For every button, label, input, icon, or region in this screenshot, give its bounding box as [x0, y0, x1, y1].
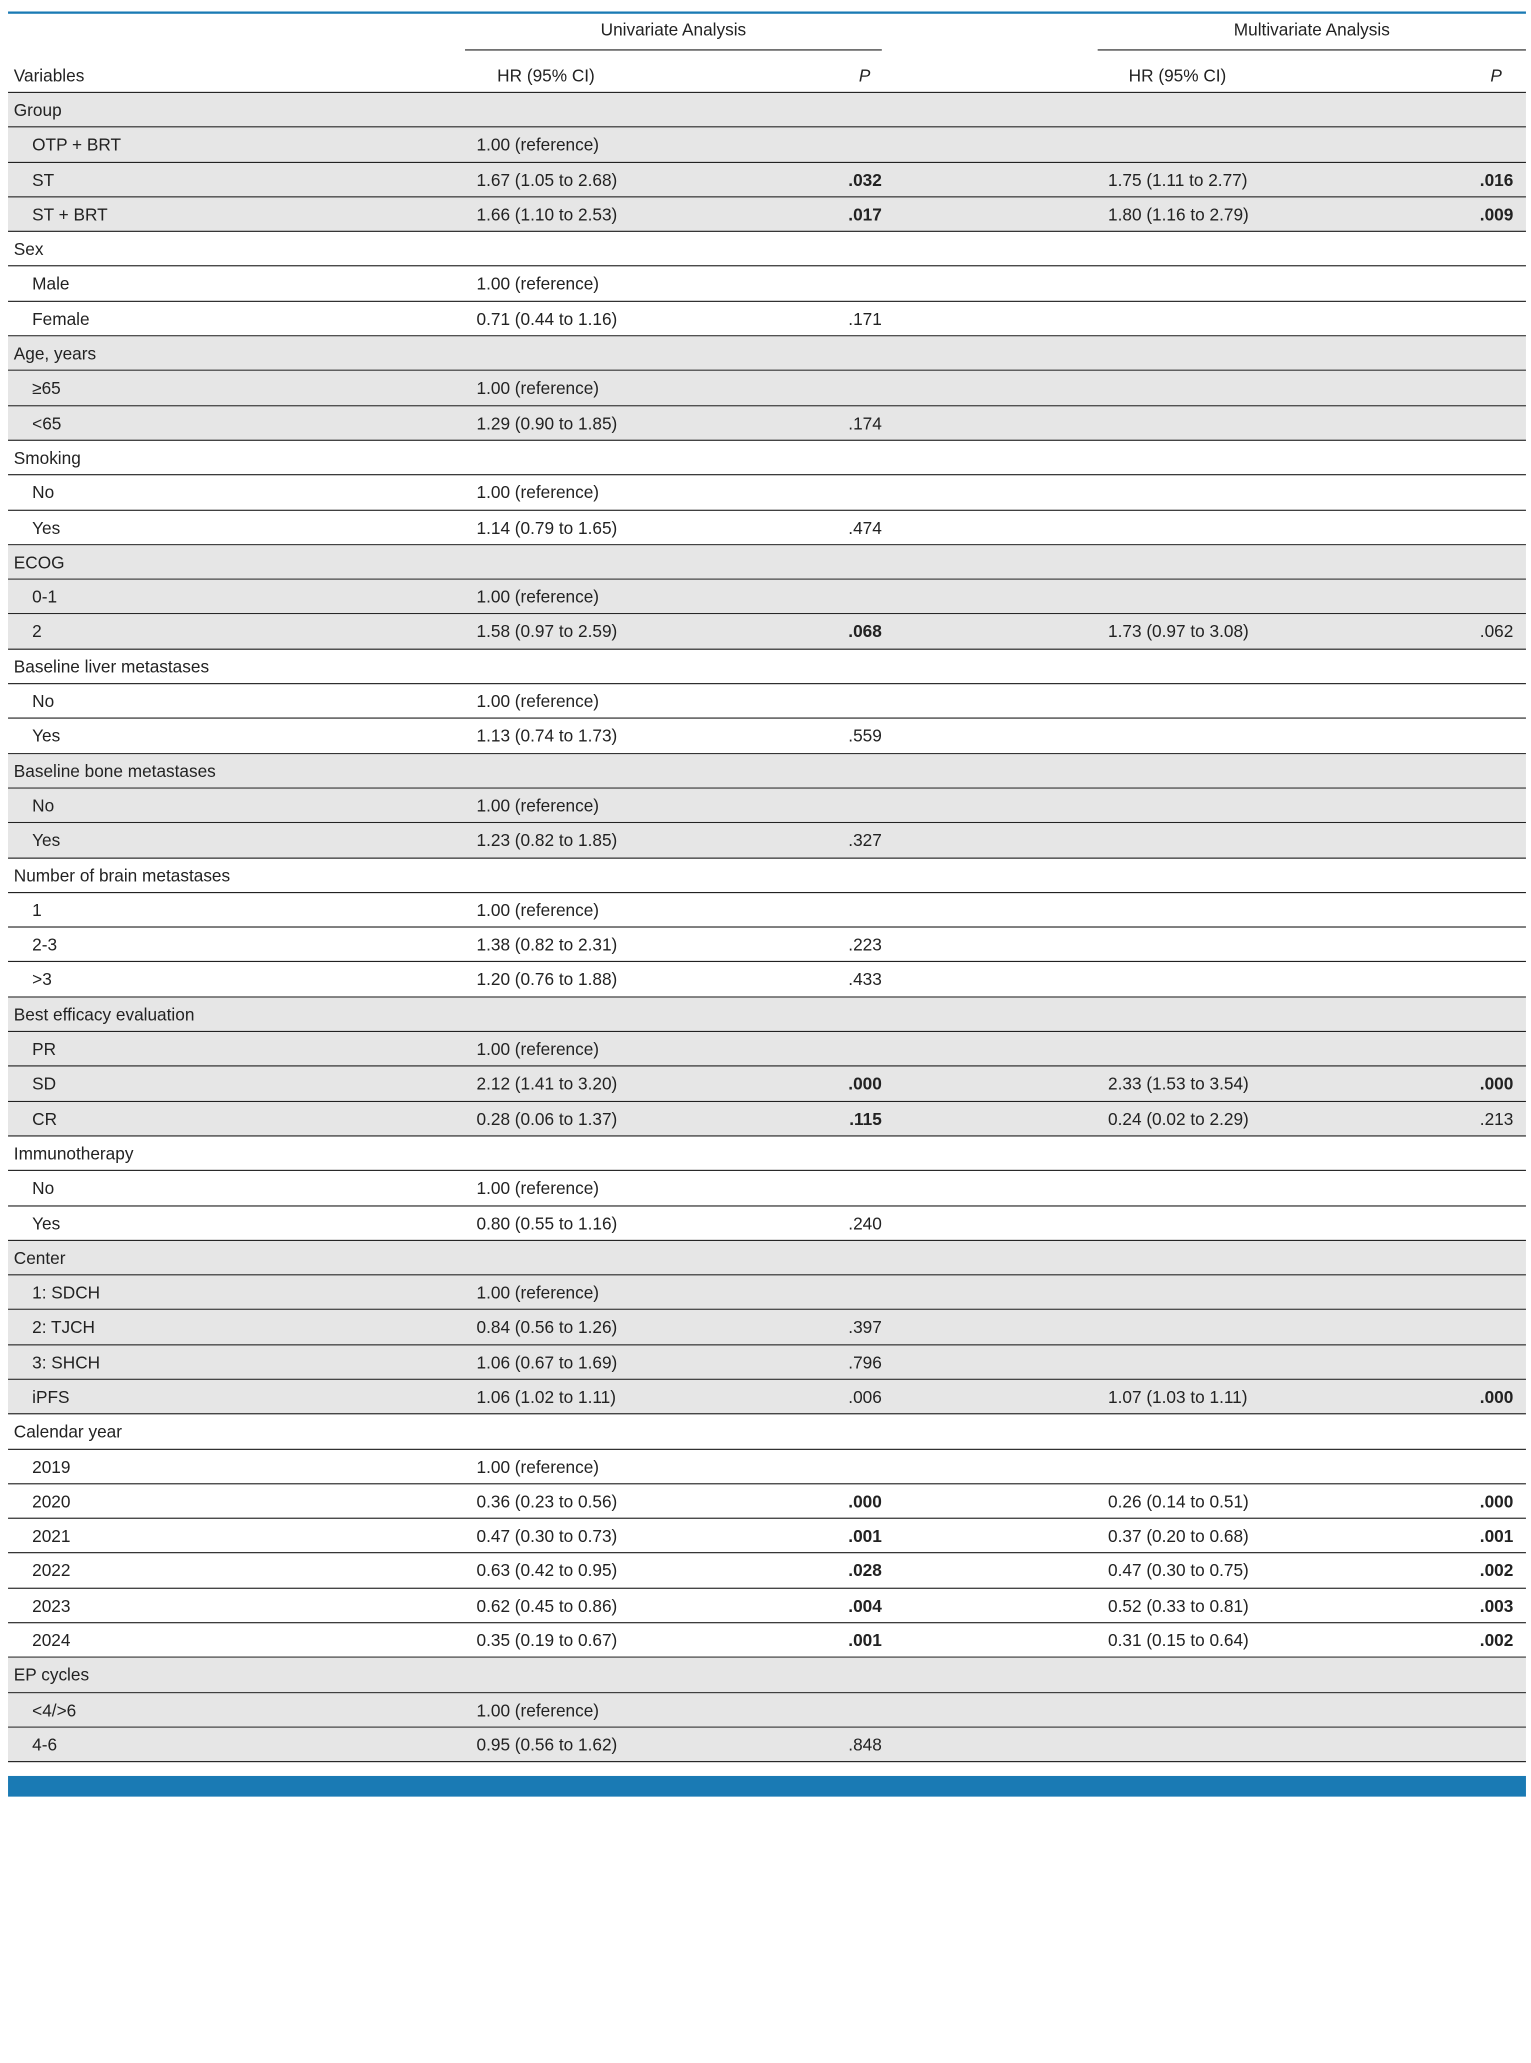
table-row: [8, 1102, 1526, 1137]
row-variable-cell: Group: [13, 101, 62, 121]
univariate-p-cell: .559: [848, 727, 882, 747]
table-row: [8, 1693, 1526, 1728]
table-row: [8, 406, 1526, 441]
row-variable-cell: >3: [32, 970, 52, 991]
univariate-hr-cell: 0.36 (0.23 to 0.56): [476, 1492, 618, 1512]
table-group-row: [8, 1241, 1526, 1276]
univariate-hr-cell: 1.67 (1.05 to 2.68): [476, 170, 618, 191]
univariate-p-cell: .223: [848, 935, 882, 956]
row-variable-cell: OTP + BRT: [32, 135, 122, 156]
row-variable-cell: ≥65: [32, 379, 61, 399]
table-row: [8, 1067, 1526, 1102]
multivariate-group-rule: [1098, 49, 1526, 50]
row-variable-cell: 2022: [32, 1561, 71, 1582]
table-row: [8, 893, 1526, 928]
univariate-p-cell: .240: [848, 1214, 882, 1234]
univariate-p-cell: .848: [848, 1735, 882, 1756]
row-variable-cell: 3: SHCH: [32, 1353, 101, 1373]
table-group-row: [8, 649, 1526, 684]
row-variable-cell: Immunotherapy: [13, 1144, 134, 1164]
univariate-p-cell: .171: [848, 309, 882, 330]
row-variable-cell: Yes: [32, 1214, 61, 1234]
univariate-hr-cell: 0.80 (0.55 to 1.16): [476, 1214, 618, 1234]
row-variable-cell: No: [32, 1179, 55, 1199]
table-row: [8, 1623, 1526, 1658]
multivariate-p-cell: .213: [1479, 1109, 1514, 1130]
univariate-hr-cell: 1.00 (reference): [476, 274, 600, 295]
table-row: [8, 1276, 1526, 1311]
univariate-hr-cell: 1.13 (0.74 to 1.73): [476, 727, 618, 747]
univariate-hr-cell: 0.28 (0.06 to 1.37): [476, 1109, 618, 1130]
univariate-hr-cell: 1.00 (reference): [476, 1283, 600, 1304]
row-variable-cell: 2020: [32, 1492, 71, 1512]
table-row: [8, 302, 1526, 337]
row-variable-cell: Yes: [32, 518, 61, 538]
multivariate-hr-cell: 1.07 (1.03 to 1.11): [1108, 1387, 1248, 1408]
table-group-row: [8, 93, 1526, 128]
row-variable-cell: Male: [32, 274, 70, 295]
multivariate-p-cell: .000: [1479, 1492, 1514, 1512]
univariate-p-cell: .006: [848, 1387, 882, 1408]
table-group-row: [8, 545, 1526, 580]
table-row: [8, 928, 1526, 963]
row-variable-cell: Yes: [32, 727, 61, 747]
row-variable-cell: 4-6: [32, 1735, 58, 1756]
table-row: [8, 1554, 1526, 1589]
multivariate-p-cell: .003: [1479, 1596, 1514, 1617]
table-group-row: [8, 336, 1526, 371]
table-row: [8, 128, 1526, 163]
univariate-hr-cell: 1.29 (0.90 to 1.85): [476, 414, 618, 434]
table-row: [8, 197, 1526, 232]
univariate-hr-cell: 0.63 (0.42 to 0.95): [476, 1561, 618, 1582]
univariate-hr-cell: 1.00 (reference): [476, 1700, 600, 1721]
multivariate-p-cell: .000: [1479, 1074, 1514, 1095]
table-row: [8, 1449, 1526, 1484]
univariate-hr-cell: 1.06 (1.02 to 1.11): [476, 1387, 616, 1408]
table-row: [8, 963, 1526, 998]
table-row: [8, 615, 1526, 650]
row-variable-cell: Baseline liver metastases: [13, 657, 210, 678]
table-row: [8, 476, 1526, 511]
univariate-p-cell: .474: [848, 518, 882, 538]
univariate-hr-cell: 1.00 (reference): [476, 1179, 600, 1199]
row-variable-cell: <65: [32, 414, 62, 434]
multivariate-hr-cell: 0.47 (0.30 to 0.75): [1108, 1561, 1249, 1582]
univariate-p-cell: .001: [848, 1527, 882, 1547]
table-group-row: [8, 232, 1526, 267]
row-variable-cell: ECOG: [13, 553, 65, 573]
table-row: [8, 580, 1526, 615]
univariate-group-heading: Univariate Analysis: [600, 20, 747, 41]
table-row: [8, 1589, 1526, 1624]
row-variable-cell: Female: [32, 309, 90, 330]
table-row: [8, 684, 1526, 719]
multivariate-hr-cell: 2.33 (1.53 to 3.54): [1108, 1074, 1249, 1095]
row-variable-cell: Center: [13, 1248, 66, 1269]
row-variable-cell: 2024: [32, 1631, 71, 1651]
table-bottom-bar: [8, 1776, 1526, 1797]
table-row: [8, 1728, 1526, 1763]
univariate-p-column-header: P: [858, 66, 871, 87]
table-row: [8, 719, 1526, 754]
univariate-p-cell: .017: [848, 205, 882, 225]
univariate-hr-cell: 0.62 (0.45 to 0.86): [476, 1596, 618, 1617]
multivariate-hr-cell: 0.52 (0.33 to 0.81): [1108, 1596, 1249, 1617]
row-variable-cell: 2-3: [32, 935, 58, 956]
univariate-hr-cell: 1.38 (0.82 to 2.31): [476, 935, 618, 956]
table-row: [8, 1171, 1526, 1206]
row-variable-cell: SD: [32, 1074, 57, 1095]
table-row: [8, 1519, 1526, 1554]
row-variable-cell: 2019: [32, 1457, 71, 1477]
table-group-row: [8, 1658, 1526, 1693]
table-group-row: [8, 754, 1526, 789]
row-variable-cell: PR: [32, 1040, 57, 1060]
univariate-hr-cell: 1.00 (reference): [476, 379, 600, 399]
univariate-hr-cell: 1.00 (reference): [476, 900, 600, 921]
univariate-hr-cell: 0.84 (0.56 to 1.26): [476, 1318, 618, 1338]
table-top-rule: [8, 11, 1526, 13]
table-row: [8, 1206, 1526, 1241]
table-group-row: [8, 1136, 1526, 1171]
row-variable-cell: No: [32, 483, 55, 504]
table-row: [8, 267, 1526, 302]
table-row: [8, 163, 1526, 198]
univariate-hr-cell: 1.00 (reference): [476, 796, 600, 817]
table-group-row: [8, 1415, 1526, 1450]
univariate-hr-cell: 1.00 (reference): [476, 1457, 600, 1477]
multivariate-p-cell: .062: [1479, 622, 1514, 643]
variables-column-header: Variables: [13, 66, 85, 87]
univariate-p-cell: .174: [848, 414, 882, 434]
table-row: [8, 823, 1526, 858]
univariate-p-cell: .068: [848, 622, 882, 643]
row-variable-cell: iPFS: [32, 1387, 70, 1408]
multivariate-hr-column-header: HR (95% CI): [1128, 66, 1227, 87]
univariate-p-cell: .433: [848, 970, 882, 991]
multivariate-hr-cell: 0.24 (0.02 to 2.29): [1108, 1109, 1249, 1130]
table-row: [8, 1310, 1526, 1345]
univariate-p-cell: .796: [848, 1353, 882, 1373]
univariate-hr-cell: 1.66 (1.10 to 2.53): [476, 205, 618, 225]
table-group-row: [8, 858, 1526, 893]
univariate-hr-cell: 1.00 (reference): [476, 483, 600, 504]
table-body: [8, 93, 1526, 1762]
multivariate-hr-cell: 1.73 (0.97 to 3.08): [1108, 622, 1249, 643]
univariate-hr-cell: 1.14 (0.79 to 1.65): [476, 518, 618, 538]
row-variable-cell: Calendar year: [13, 1422, 122, 1443]
row-variable-cell: Yes: [32, 831, 61, 851]
row-variable-cell: 2023: [32, 1596, 71, 1617]
row-variable-cell: 2: [32, 622, 42, 643]
table-row: [8, 1345, 1526, 1380]
multivariate-p-column-header: P: [1490, 66, 1502, 87]
row-variable-cell: No: [32, 796, 55, 817]
table-row: [8, 789, 1526, 824]
row-variable-cell: EP cycles: [13, 1666, 90, 1686]
univariate-hr-column-header: HR (95% CI): [497, 66, 595, 87]
univariate-p-cell: .000: [848, 1492, 882, 1512]
table-row: [8, 371, 1526, 406]
multivariate-hr-cell: 1.80 (1.16 to 2.79): [1108, 205, 1249, 225]
row-variable-cell: 2: TJCH: [32, 1318, 95, 1338]
univariate-hr-cell: 2.12 (1.41 to 3.20): [476, 1074, 618, 1095]
row-variable-cell: Best efficacy evaluation: [13, 1005, 195, 1025]
univariate-hr-cell: 1.00 (reference): [476, 135, 600, 156]
row-variable-cell: Baseline bone metastases: [13, 761, 216, 782]
table-group-row: [8, 997, 1526, 1032]
row-variable-cell: Number of brain metastases: [13, 866, 231, 886]
row-variable-cell: Age, years: [13, 344, 97, 365]
row-variable-cell: No: [32, 692, 55, 712]
table-row: [8, 510, 1526, 545]
univariate-group-rule: [465, 49, 882, 50]
row-variable-cell: 1: [32, 900, 42, 921]
univariate-hr-cell: 1.00 (reference): [476, 587, 600, 608]
table-group-row: [8, 441, 1526, 476]
multivariate-hr-cell: 0.37 (0.20 to 0.68): [1108, 1527, 1249, 1547]
row-variable-cell: CR: [32, 1109, 58, 1130]
row-variable-cell: 0-1: [32, 587, 58, 608]
univariate-hr-cell: 0.35 (0.19 to 0.67): [476, 1631, 618, 1651]
multivariate-hr-cell: 1.75 (1.11 to 2.77): [1108, 170, 1248, 191]
univariate-hr-cell: 1.20 (0.76 to 1.88): [476, 970, 618, 991]
row-variable-cell: 1: SDCH: [32, 1283, 101, 1304]
row-variable-cell: <4/>6: [32, 1700, 77, 1721]
multivariate-p-cell: .016: [1479, 170, 1514, 191]
multivariate-p-cell: .002: [1479, 1631, 1514, 1651]
multivariate-p-cell: .001: [1479, 1527, 1514, 1547]
univariate-p-cell: .028: [848, 1561, 882, 1582]
univariate-hr-cell: 0.71 (0.44 to 1.16): [476, 309, 618, 330]
univariate-hr-cell: 1.00 (reference): [476, 692, 600, 712]
row-variable-cell: ST: [32, 170, 55, 191]
table-row: [8, 1484, 1526, 1519]
multivariate-p-cell: .002: [1479, 1561, 1514, 1582]
univariate-p-cell: .397: [848, 1318, 882, 1338]
univariate-hr-cell: 0.95 (0.56 to 1.62): [476, 1735, 618, 1756]
multivariate-p-cell: .009: [1479, 205, 1514, 225]
row-variable-cell: Smoking: [13, 448, 81, 469]
multivariate-p-cell: .000: [1479, 1387, 1514, 1408]
univariate-p-cell: .004: [848, 1596, 882, 1617]
multivariate-hr-cell: 0.31 (0.15 to 0.64): [1108, 1631, 1249, 1651]
univariate-p-cell: .000: [848, 1074, 882, 1095]
univariate-hr-cell: 1.06 (0.67 to 1.69): [476, 1353, 618, 1373]
table-row: [8, 1032, 1526, 1067]
row-variable-cell: 2021: [32, 1527, 71, 1547]
multivariate-group-heading: Multivariate Analysis: [1233, 20, 1390, 41]
univariate-p-cell: .327: [848, 831, 882, 851]
univariate-hr-cell: 1.23 (0.82 to 1.85): [476, 831, 618, 851]
univariate-p-cell: .001: [848, 1631, 882, 1651]
univariate-hr-cell: 1.00 (reference): [476, 1040, 600, 1060]
multivariate-hr-cell: 0.26 (0.14 to 0.51): [1108, 1492, 1249, 1512]
table-row: [8, 1380, 1526, 1415]
univariate-hr-cell: 0.47 (0.30 to 0.73): [476, 1527, 618, 1547]
univariate-hr-cell: 1.58 (0.97 to 2.59): [476, 622, 618, 643]
univariate-p-cell: .115: [849, 1109, 882, 1130]
univariate-p-cell: .032: [848, 170, 882, 191]
row-variable-cell: Sex: [13, 240, 44, 260]
row-variable-cell: ST + BRT: [32, 205, 108, 225]
